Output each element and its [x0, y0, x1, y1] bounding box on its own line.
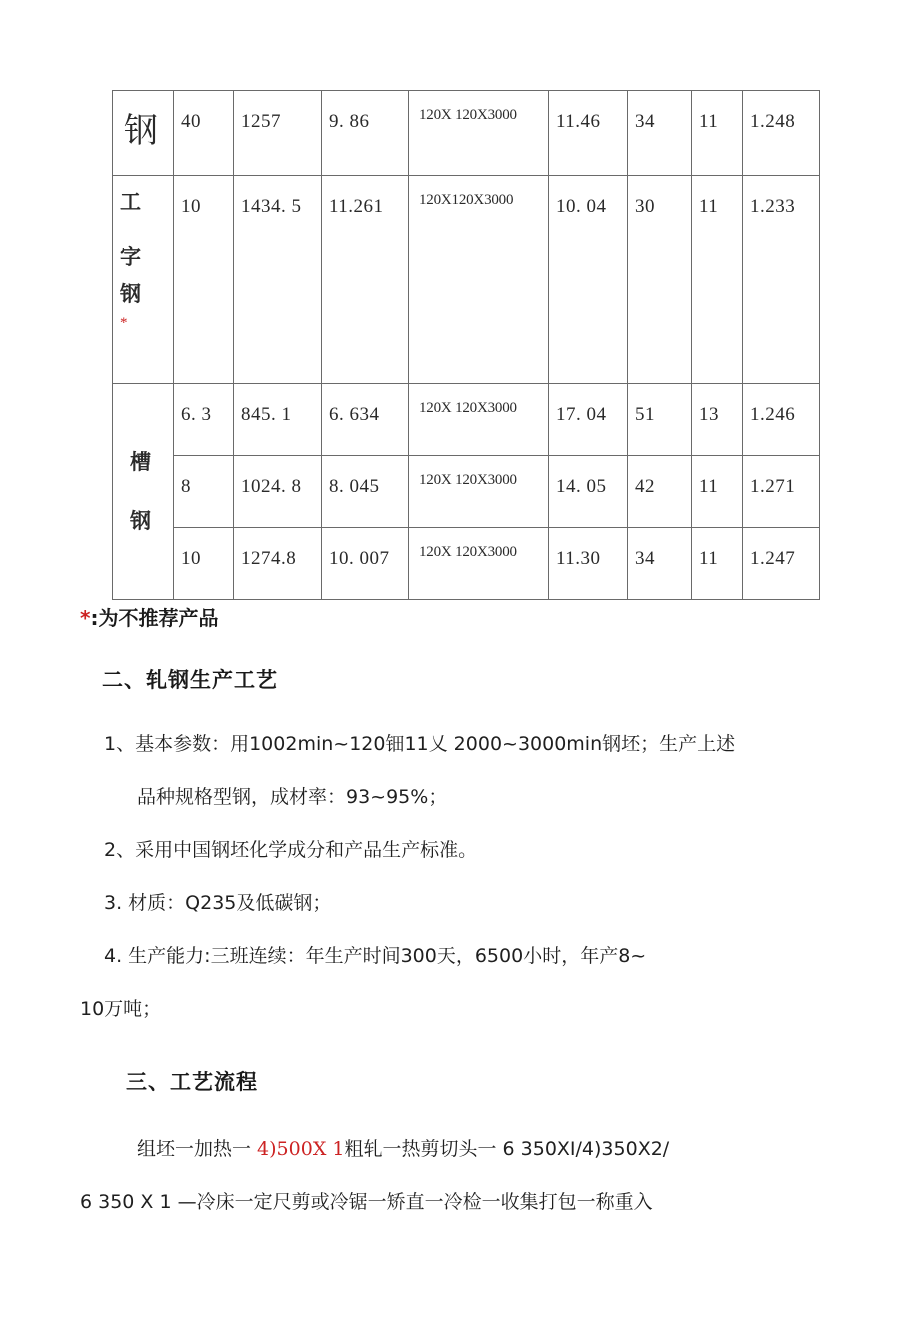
table-cell: 11 [692, 176, 743, 384]
table-cell: 9. 86 [322, 91, 409, 176]
table-cell: 120X 120X3000 [409, 91, 549, 176]
table-cell: 11.261 [322, 176, 409, 384]
table-row [113, 528, 820, 600]
paragraph-line: 2、采用中国钢坯化学成分和产品生产标准。 [104, 839, 478, 861]
table-cell: 120X 120X3000 [409, 528, 549, 600]
section-heading: 三、工艺流程 [126, 1070, 258, 1094]
table-cell: 1.246 [743, 384, 820, 456]
table-cell: 13 [692, 384, 743, 456]
paragraph-line: 1、基本参数：用1002min~120钿11乂 2000~3000min钢坯；生产上述 [104, 733, 736, 755]
table-cell: 34 [628, 528, 692, 600]
table-cell: 34 [628, 91, 692, 176]
table-cell: 120X120X3000 [409, 176, 549, 384]
table-cell: 11.46 [549, 91, 628, 176]
table-cell: 30 [628, 176, 692, 384]
table-cell: 11 [692, 91, 743, 176]
not-recommended-mark: * [120, 315, 128, 331]
table-cell: 51 [628, 384, 692, 456]
paragraph-line: 10万吨； [80, 998, 162, 1020]
process-flow-line: 6 350 X 1 —冷床一定尺剪或冷锯一矫直一冷检一收集打包一称重入 [80, 1191, 653, 1213]
table-row [113, 456, 820, 528]
table-cell: 1.248 [743, 91, 820, 176]
table-cell: 845. 1 [234, 384, 322, 456]
category-cell: 工 字 钢 * [113, 176, 174, 384]
paragraph-line: 品种规格型钢，成材率：93~95%； [137, 786, 448, 808]
table-cell: 42 [628, 456, 692, 528]
table-cell: 11 [692, 528, 743, 600]
table-cell: 1.247 [743, 528, 820, 600]
table-footnote [80, 602, 218, 631]
footnote-text: :为不推荐产品 [90, 606, 219, 630]
table-cell: 1257 [234, 91, 322, 176]
table-cell: 1024. 8 [234, 456, 322, 528]
table-cell: 8 [174, 456, 234, 528]
table-cell: 1274.8 [234, 528, 322, 600]
table-cell: 1.233 [743, 176, 820, 384]
table-row [113, 176, 820, 384]
table-cell: 40 [174, 91, 234, 176]
table-cell: 10. 007 [322, 528, 409, 600]
paragraph-line: 3. 材质：Q235及低碳钢； [104, 892, 332, 914]
table-cell: 8. 045 [322, 456, 409, 528]
table-cell: 6. 634 [322, 384, 409, 456]
table-cell: 11.30 [549, 528, 628, 600]
table-row [113, 91, 820, 176]
steel-spec-table [112, 90, 820, 600]
table-cell: 10 [174, 176, 234, 384]
category-cell: 槽 钢 [113, 384, 174, 600]
table-cell: 1434. 5 [234, 176, 322, 384]
table-cell: 17. 04 [549, 384, 628, 456]
table-cell: 120X 120X3000 [409, 384, 549, 456]
table-cell: 10. 04 [549, 176, 628, 384]
table-cell: 120X 120X3000 [409, 456, 549, 528]
section-heading: 二、轧钢生产工艺 [102, 668, 278, 692]
process-flow-line: 组坯一加热一 4)500X 1粗轧一热剪切头一 6 350XI/4)350X2/ [137, 1138, 670, 1160]
table-cell: 10 [174, 528, 234, 600]
paragraph-line: 4. 生产能力:三班连续：年生产时间300天，6500小时，年产8~ [104, 945, 647, 967]
table-cell: 6. 3 [174, 384, 234, 456]
footnote-mark: * [80, 606, 91, 630]
table-cell: 11 [692, 456, 743, 528]
table-cell: 14. 05 [549, 456, 628, 528]
category-cell: 钢 [113, 91, 174, 176]
table-row [113, 384, 820, 456]
table-cell: 1.271 [743, 456, 820, 528]
